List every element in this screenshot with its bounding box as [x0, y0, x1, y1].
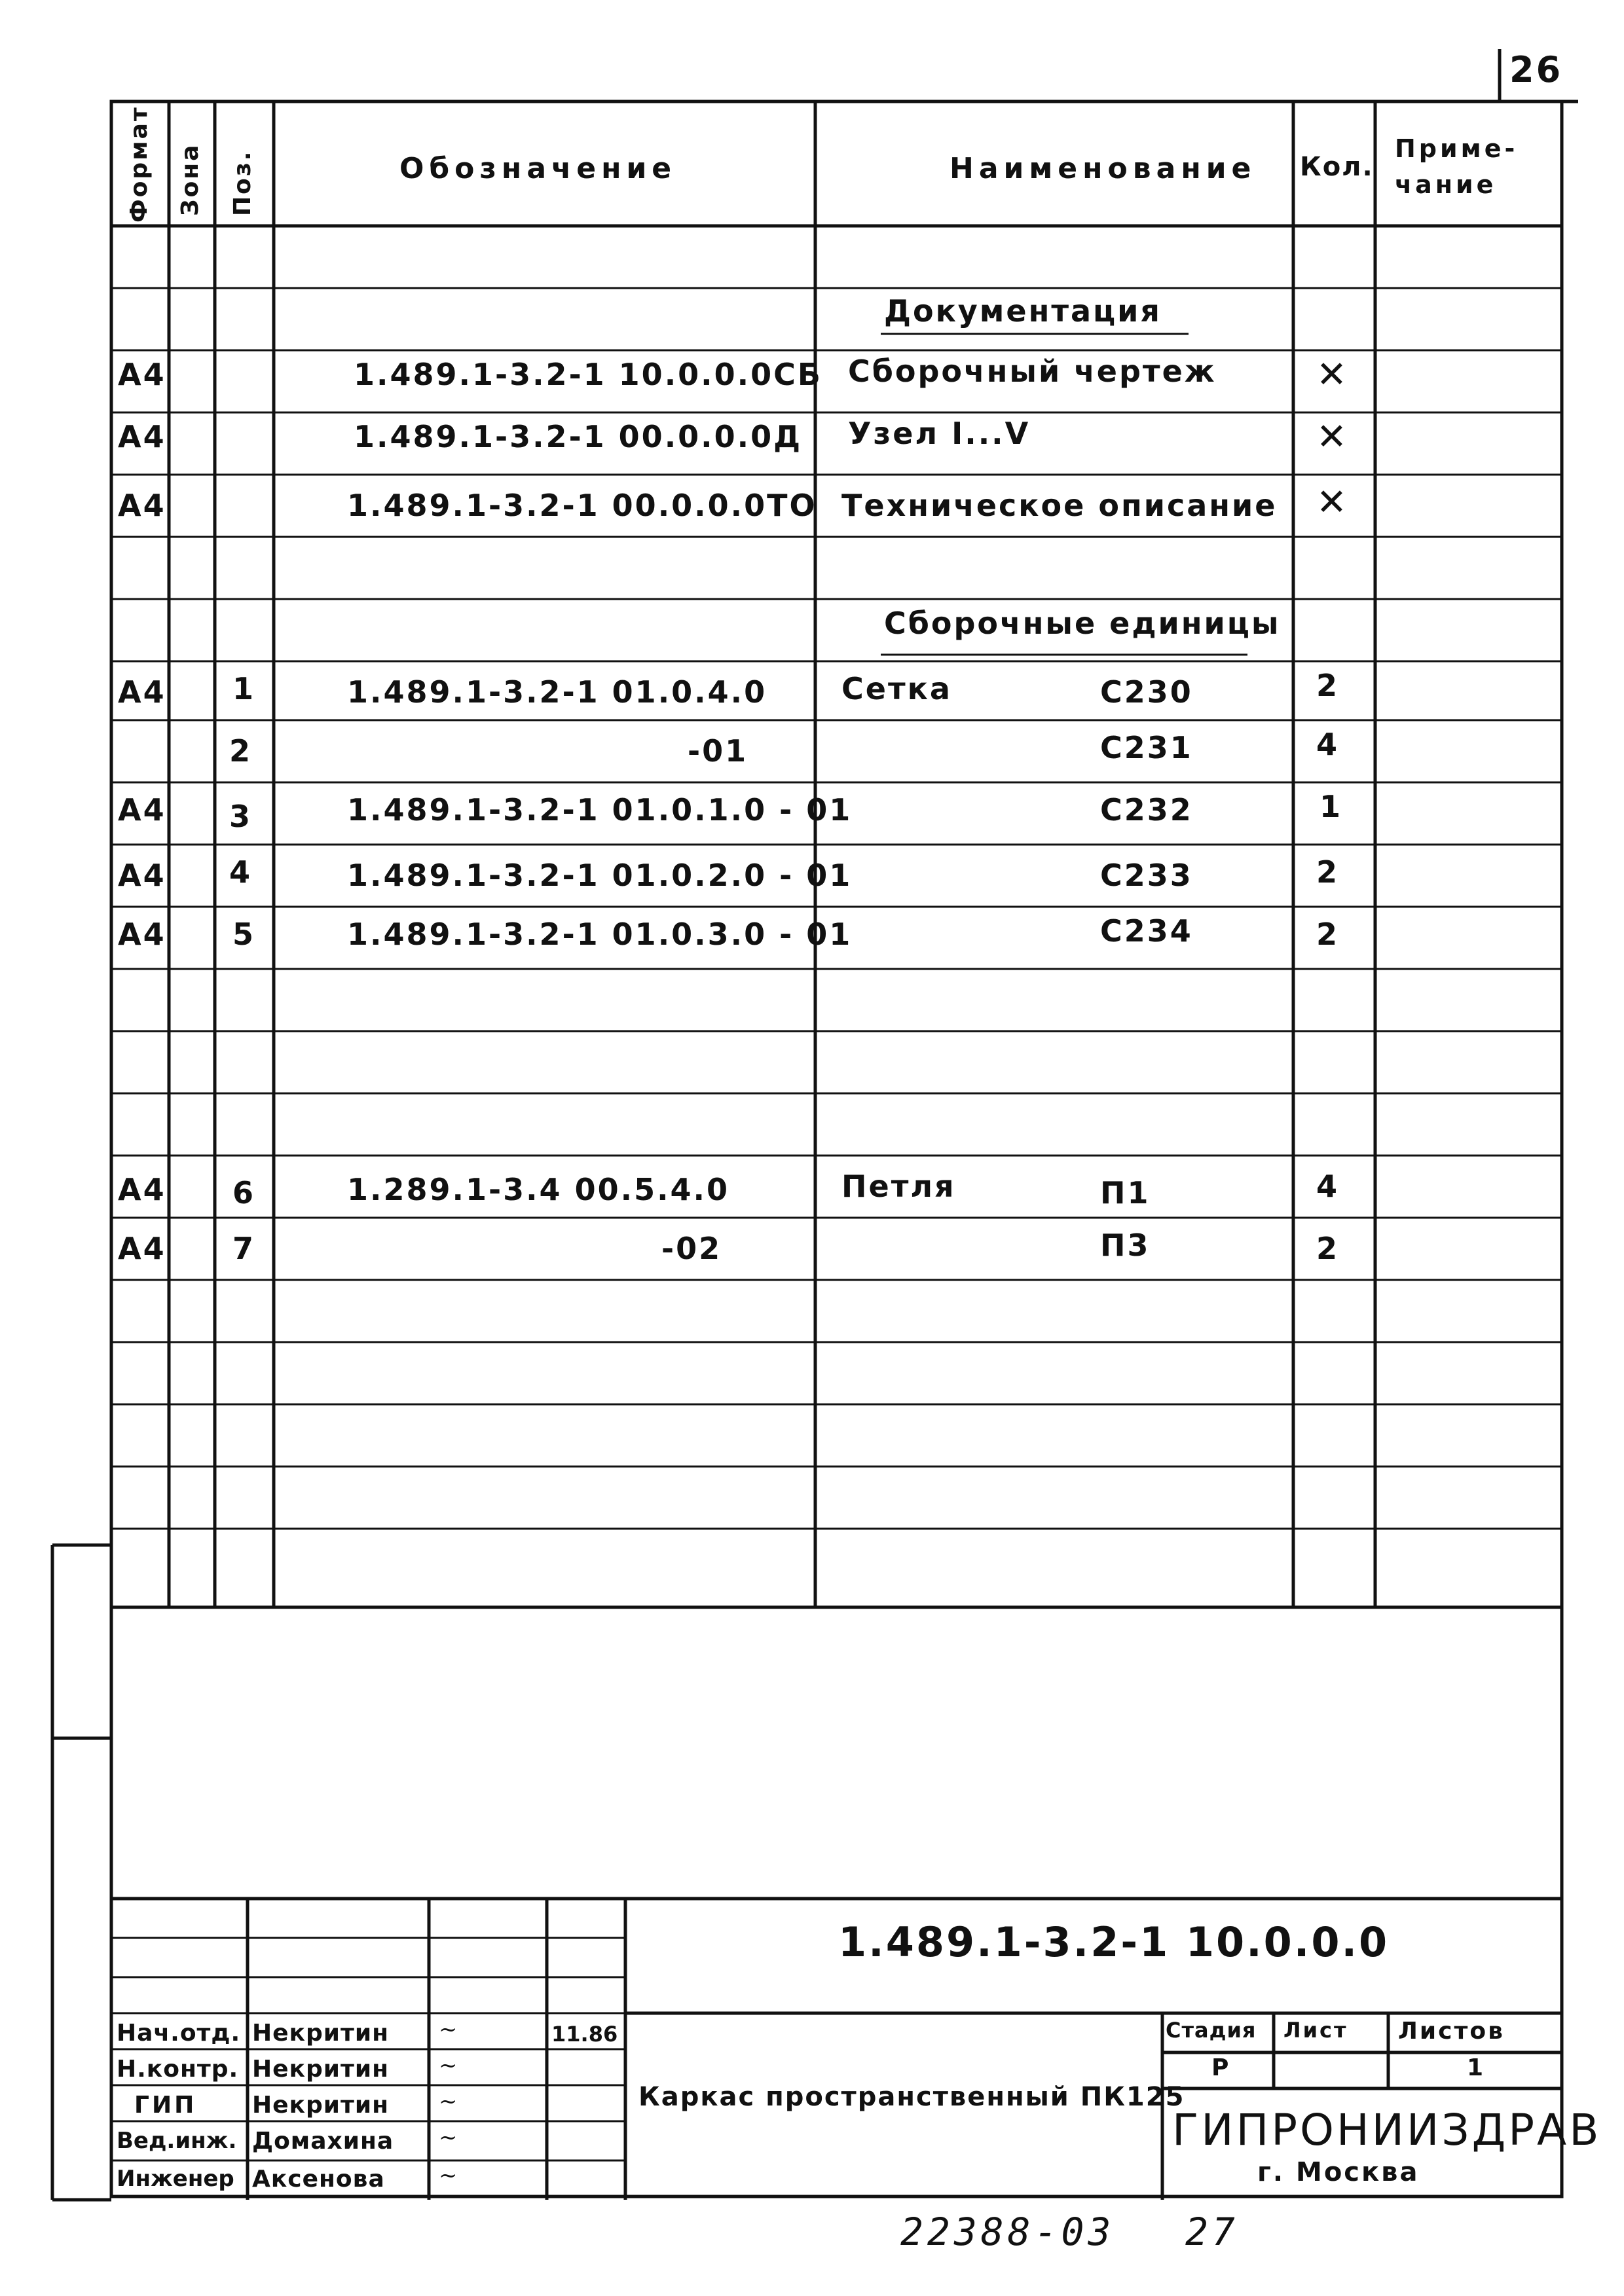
- unit-row-qty: 1: [1320, 789, 1343, 824]
- doc-row-qty: ✕: [1316, 481, 1349, 524]
- header-qty: Кол.: [1300, 152, 1374, 182]
- sheet-label: Лист: [1283, 2018, 1348, 2043]
- unit-row-designation: 1.489.1-3.2-1 01.0.1.0 - 01: [347, 792, 853, 828]
- header-name: Наименование: [950, 152, 1257, 185]
- signature-autograph: ~: [439, 2052, 458, 2079]
- page-number: 27: [1185, 2210, 1239, 2254]
- unit-row-mark: С230: [1100, 674, 1193, 710]
- sheets-value: 1: [1467, 2054, 1486, 2081]
- loop-row-name: Петля: [841, 1169, 956, 1204]
- drawing-title: Каркас пространственный ПК125: [638, 2082, 1185, 2112]
- stage-value: Р: [1211, 2054, 1231, 2081]
- unit-row-pos: 5: [232, 917, 256, 952]
- order-number: 22388-03: [900, 2210, 1115, 2254]
- doc-row-designation: 1.489.1-3.2-1 10.0.0.0СБ: [354, 357, 822, 392]
- unit-row-pos: 3: [229, 799, 253, 834]
- signature-name: Домахина: [252, 2128, 394, 2155]
- stage-label: Стадия: [1166, 2018, 1257, 2043]
- doc-row-format: А4: [118, 488, 166, 523]
- header-pos: Поз.: [229, 149, 256, 216]
- doc-code: 1.489.1-3.2-1 10.0.0.0: [838, 1918, 1390, 1966]
- unit-row-format: А4: [118, 674, 166, 710]
- header-note-2: чание: [1395, 170, 1497, 199]
- unit-row-designation: 1.489.1-3.2-1 01.0.3.0 - 01: [347, 917, 853, 952]
- signature-role: Н.контр.: [117, 2056, 239, 2083]
- loop-row-pos: 6: [232, 1175, 256, 1211]
- doc-row-designation: 1.489.1-3.2-1 00.0.0.0ТО: [347, 488, 817, 523]
- header-note-1: Приме-: [1395, 134, 1519, 163]
- signature-role: Вед.инж.: [117, 2128, 237, 2154]
- signature-autograph: ~: [439, 2162, 458, 2189]
- loop-row-format: А4: [118, 1231, 166, 1266]
- header-zone: Зона: [177, 143, 204, 216]
- unit-row-mark: С232: [1100, 792, 1193, 828]
- unit-row-pos: 1: [232, 671, 256, 706]
- unit-row-qty: 2: [1316, 854, 1340, 890]
- loop-row-mark: П1: [1100, 1175, 1151, 1211]
- sheets-label: Листов: [1398, 2018, 1505, 2045]
- unit-row-designation: 1.489.1-3.2-1 01.0.4.0: [347, 674, 767, 710]
- signature-date: 11.86: [551, 2022, 618, 2047]
- unit-row-format: А4: [118, 858, 166, 893]
- unit-row-designation: -01: [688, 733, 748, 769]
- section-assembly-units: Сборочные единицы: [884, 606, 1281, 641]
- header-format: Формат: [126, 105, 153, 223]
- unit-row-qty: 4: [1316, 727, 1340, 762]
- section-documentation: Документация: [884, 293, 1162, 329]
- doc-row-qty: ✕: [1316, 354, 1349, 396]
- doc-row-name: Узел I...V: [848, 416, 1031, 451]
- loop-row-pos: 7: [232, 1231, 256, 1266]
- unit-row-format: А4: [118, 917, 166, 952]
- unit-row-qty: 2: [1316, 917, 1340, 952]
- loop-row-designation: 1.289.1-3.4 00.5.4.0: [347, 1172, 730, 1207]
- doc-row-name: Техническое описание: [841, 488, 1278, 523]
- header-designation: Обозначение: [399, 152, 677, 185]
- signature-name: Аксенова: [252, 2166, 385, 2193]
- loop-row-qty: 4: [1316, 1169, 1340, 1204]
- org-city: г. Москва: [1257, 2157, 1420, 2187]
- loop-row-format: А4: [118, 1172, 166, 1207]
- unit-row-pos: 2: [229, 733, 253, 769]
- unit-row-format: А4: [118, 792, 166, 828]
- unit-row-designation: 1.489.1-3.2-1 01.0.2.0 - 01: [347, 858, 853, 893]
- loop-row-qty: 2: [1316, 1231, 1340, 1266]
- signature-autograph: ~: [439, 2124, 458, 2151]
- doc-row-format: А4: [118, 419, 166, 454]
- loop-row-mark: П3: [1100, 1228, 1151, 1263]
- unit-row-mark: С233: [1100, 858, 1193, 893]
- signature-role: Инженер: [117, 2166, 234, 2192]
- doc-row-qty: ✕: [1316, 416, 1349, 458]
- unit-row-qty: 2: [1316, 668, 1340, 703]
- org-name: ГИПРОНИИЗДРАВ: [1172, 2105, 1602, 2155]
- signature-name: Некритин: [252, 2020, 389, 2047]
- signature-name: Некритин: [252, 2056, 389, 2083]
- signature-name: Некритин: [252, 2092, 389, 2119]
- loop-row-designation: -02: [661, 1231, 722, 1266]
- signature-autograph: ~: [439, 2088, 458, 2115]
- signature-autograph: ~: [439, 2016, 458, 2043]
- unit-row-name: Сетка: [841, 671, 952, 706]
- unit-row-pos: 4: [229, 854, 253, 890]
- doc-row-designation: 1.489.1-3.2-1 00.0.0.0Д: [354, 419, 803, 454]
- doc-row-name: Сборочный чертеж: [848, 354, 1217, 389]
- doc-row-format: А4: [118, 357, 166, 392]
- signature-role: Нач.отд.: [117, 2020, 241, 2047]
- sheet-number: 26: [1509, 49, 1563, 90]
- unit-row-mark: С234: [1100, 913, 1193, 949]
- signature-role: ГИП: [134, 2092, 197, 2119]
- unit-row-mark: С231: [1100, 730, 1193, 765]
